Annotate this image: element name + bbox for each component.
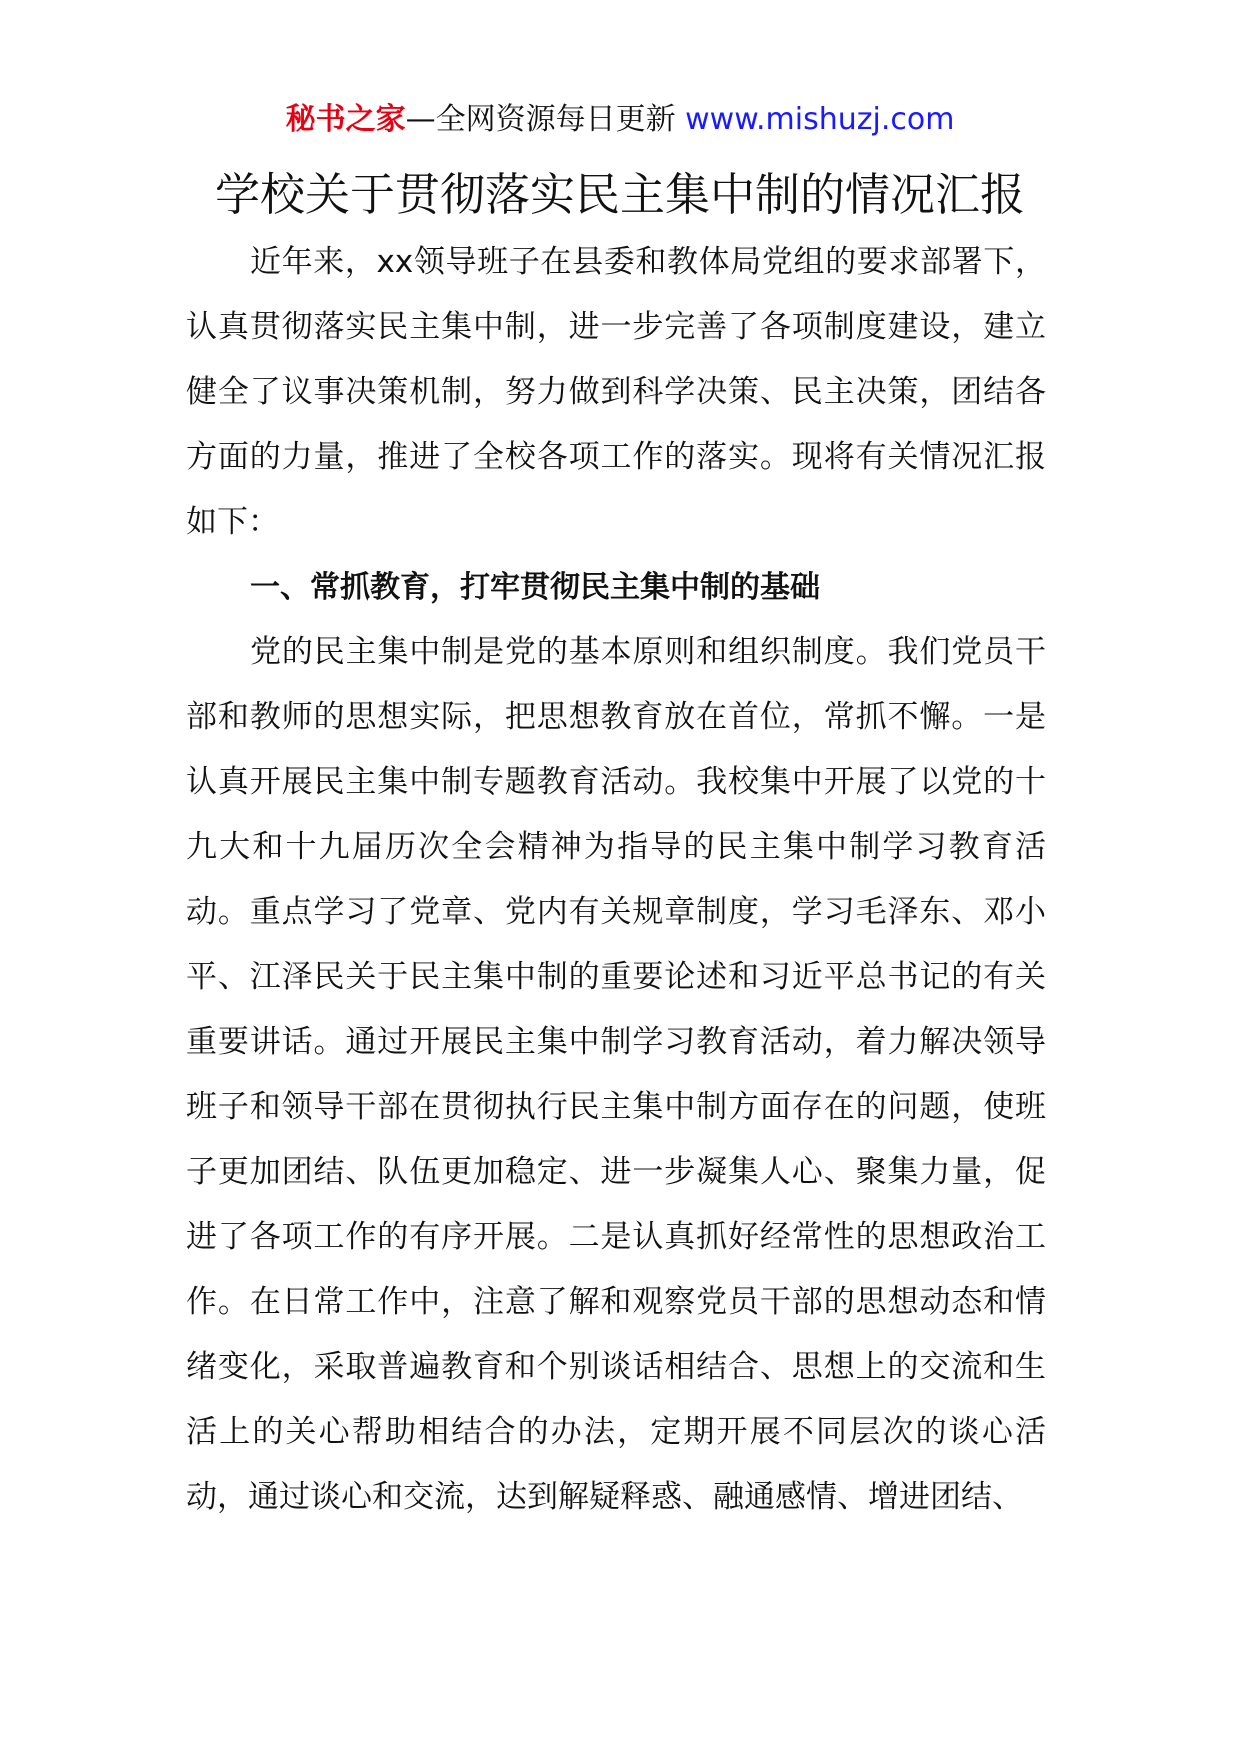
intro-paragraph: 近年来，xx领导班子在县委和教体局党组的要求部署下，认真贯彻落实民主集中制，进一步完善了各项制度建设，建立健全了议事决策机制，努力做到科学决策、民主决策，团结各方面的力量，推进了全校各项工作的落实。现将有关情况汇报如下： xyxy=(186,244,1046,540)
site-url[interactable]: www.mishuzj.com xyxy=(685,102,955,137)
site-tagline: —全网资源每日更新 xyxy=(405,102,686,137)
document-title: 学校关于贯彻落实民主集中制的情况汇报 xyxy=(214,168,1025,221)
document-body xyxy=(186,230,1046,1530)
section-paragraph: 党的民主集中制是党的基本原则和组织制度。我们党员干部和教师的思想实际，把思想教育放在首位，常抓不懈。一是认真开展民主集中制专题教育活动。我校集中开展了以党的十九大和十九届历次全会精神为指导的民主集中制学习教育活动。重点学习了党章、党内有关规章制度，学习毛泽东、邓小平、江泽民关于民主集中制的重要论述和习近平总书记的有关重要讲话。通过开展民主集中制学习教育活动，着力解决领导班子和领导干部在贯彻执行民主集中制方面存在的问题，使班子更加团结、队伍更加稳定、进一步凝集人心、聚集力量，促进了各项工作的有序开展。二是认真抓好经常性的思想政治工作。在日常工作中，注意了解和观察党员干部的思想动态和情绪变化，采取普遍教育和个别谈话相结合、思想上的交流和生活上的关心帮助相结合的办法，定期开展不同层次的谈心活动，通过谈心和交流，达到解疑释惑、融通感情、增进团结、 xyxy=(186,634,1046,1515)
brand-name: 秘书之家 xyxy=(285,102,406,137)
section-heading: 一、常抓教育，打牢贯彻民主集中制的基础 xyxy=(250,570,820,605)
site-header xyxy=(0,100,1240,140)
